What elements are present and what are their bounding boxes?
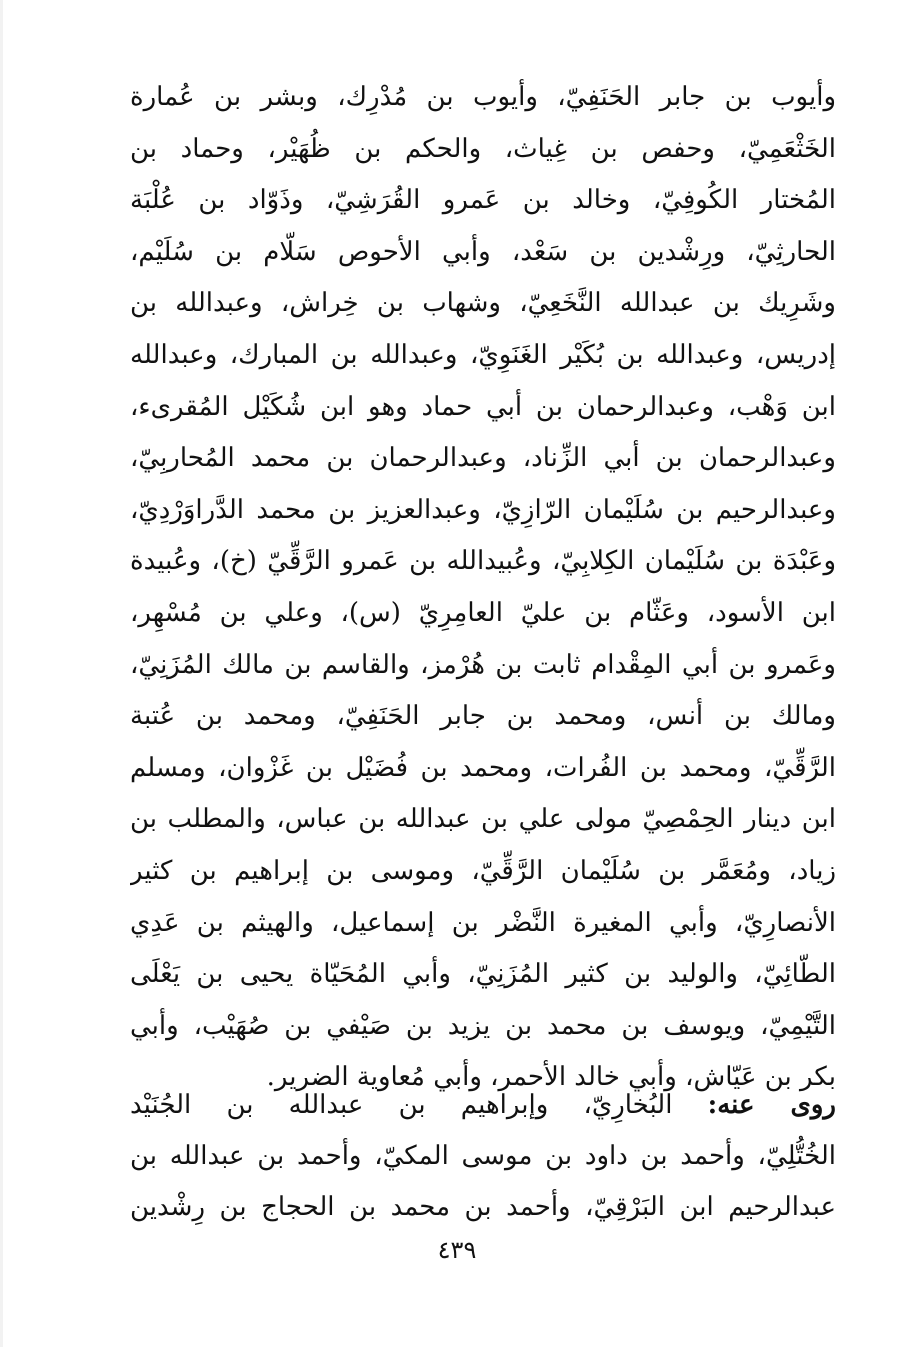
text-line: ابن وَهْب، وعبدالرحمان بن أبي حماد وهو ابن شُكَيْل المُقرىء، (130, 391, 836, 422)
text-line: الرَّقِّيّ، ومحمد بن الفُرات، ومحمد بن فُضَيْل بن غَزْوان، ومسلم (130, 752, 836, 783)
scan-edge (0, 0, 3, 1347)
text-line: وعبدالرحمان بن أبي الزِّناد، وعبدالرحمان بن محمد المُحاربِيّ، (130, 443, 836, 474)
narrated-by-paragraph (130, 1080, 836, 1233)
text-line: التَّيْمِيّ، ويوسف بن محمد بن يزيد بن صَيْفي بن صُهَيْب، وأبي (130, 1010, 836, 1041)
text-line: وعَبْدَة بن سُلَيْمان الكِلابِيّ، وعُبيدالله بن عَمرو الرَّقِّيّ (خ)، وعُبيدة (130, 546, 836, 577)
text-line: المُختار الكُوفِيّ، وخالد بن عَمرو القُرَشِيّ، وذَوّاد بن عُلْبَة (130, 185, 836, 216)
narrated-by-keyword: روى عنه: (707, 1090, 836, 1120)
text-line: ابن الأسود، وعَثّام بن عليّ العامِرِيّ (س)، وعلي بن مُسْهِر، (130, 597, 836, 628)
text-line: الحارثِيّ، ورِشْدين بن سَعْد، وأبي الأحوص سَلّام بن سُلَيْم، (130, 236, 836, 267)
text-line: وعبدالرحيم بن سُلَيْمان الرّازِيّ، وعبدالعزيز بن محمد الدَّراوَرْدِيّ، (130, 494, 836, 525)
text-line: ومالك بن أنس، ومحمد بن جابر الحَنَفِيّ، ومحمد بن عُتبة (130, 701, 836, 732)
page-number: ٤٣٩ (437, 1236, 477, 1264)
narrators-from-paragraph (130, 72, 836, 1104)
text-line: وأيوب بن جابر الحَنَفِيّ، وأيوب بن مُدْرِك، وبشر بن عُمارة (130, 82, 836, 112)
text-line: ابن دينار الحِمْصِيّ مولى علي بن عبدالله بن عباس، والمطلب بن (130, 804, 836, 835)
text-segment: البُخارِيّ، وإبراهيم بن عبدالله بن الجُنَيْد (130, 1090, 708, 1120)
text-line: الخُتُّلِيّ، وأحمد بن داود بن موسى المكيّ، وأحمد بن عبدالله بن (130, 1141, 836, 1171)
text-line: الخَثْعَمِيّ، وحفص بن غِياث، والحكم بن ظُهَيْر، وحماد بن (130, 133, 836, 164)
text-line: الطّائِيّ، والوليد بن كثير المُزَنِيّ، وأبي المُحَيّاة يحيى بن يَعْلَى (130, 959, 836, 990)
text-line: عبدالرحيم ابن البَرْقِيّ، وأحمد بن محمد بن الحجاج بن رِشْدين (130, 1192, 836, 1222)
text-line: إدريس، وعبدالله بن بُكَيْر الغَنَوِيّ، وعبدالله بن المبارك، وعبدالله (130, 339, 836, 370)
text-line: بكر بن عَيّاش، وأبي خالد الأحمر، وأبي مُعاوية الضرير. (266, 1062, 836, 1093)
text-line: وشَرِيك بن عبدالله النَّخَعِيّ، وشهاب بن خِراش، وعبدالله بن (130, 288, 836, 319)
text-line: وعَمرو بن أبي المِقْدام ثابت بن هُرْمز، والقاسم بن مالك المُزَنِيّ، (130, 649, 836, 680)
text-line: الأنصارِيّ، وأبي المغيرة النَّضْر بن إسماعيل، والهيثم بن عَدِي (130, 907, 836, 938)
text-line: زياد، ومُعَمَّر بن سُلَيْمان الرَّقِّيّ، وموسى بن إبراهيم بن كثير (130, 855, 836, 886)
text-line (130, 1080, 836, 1131)
